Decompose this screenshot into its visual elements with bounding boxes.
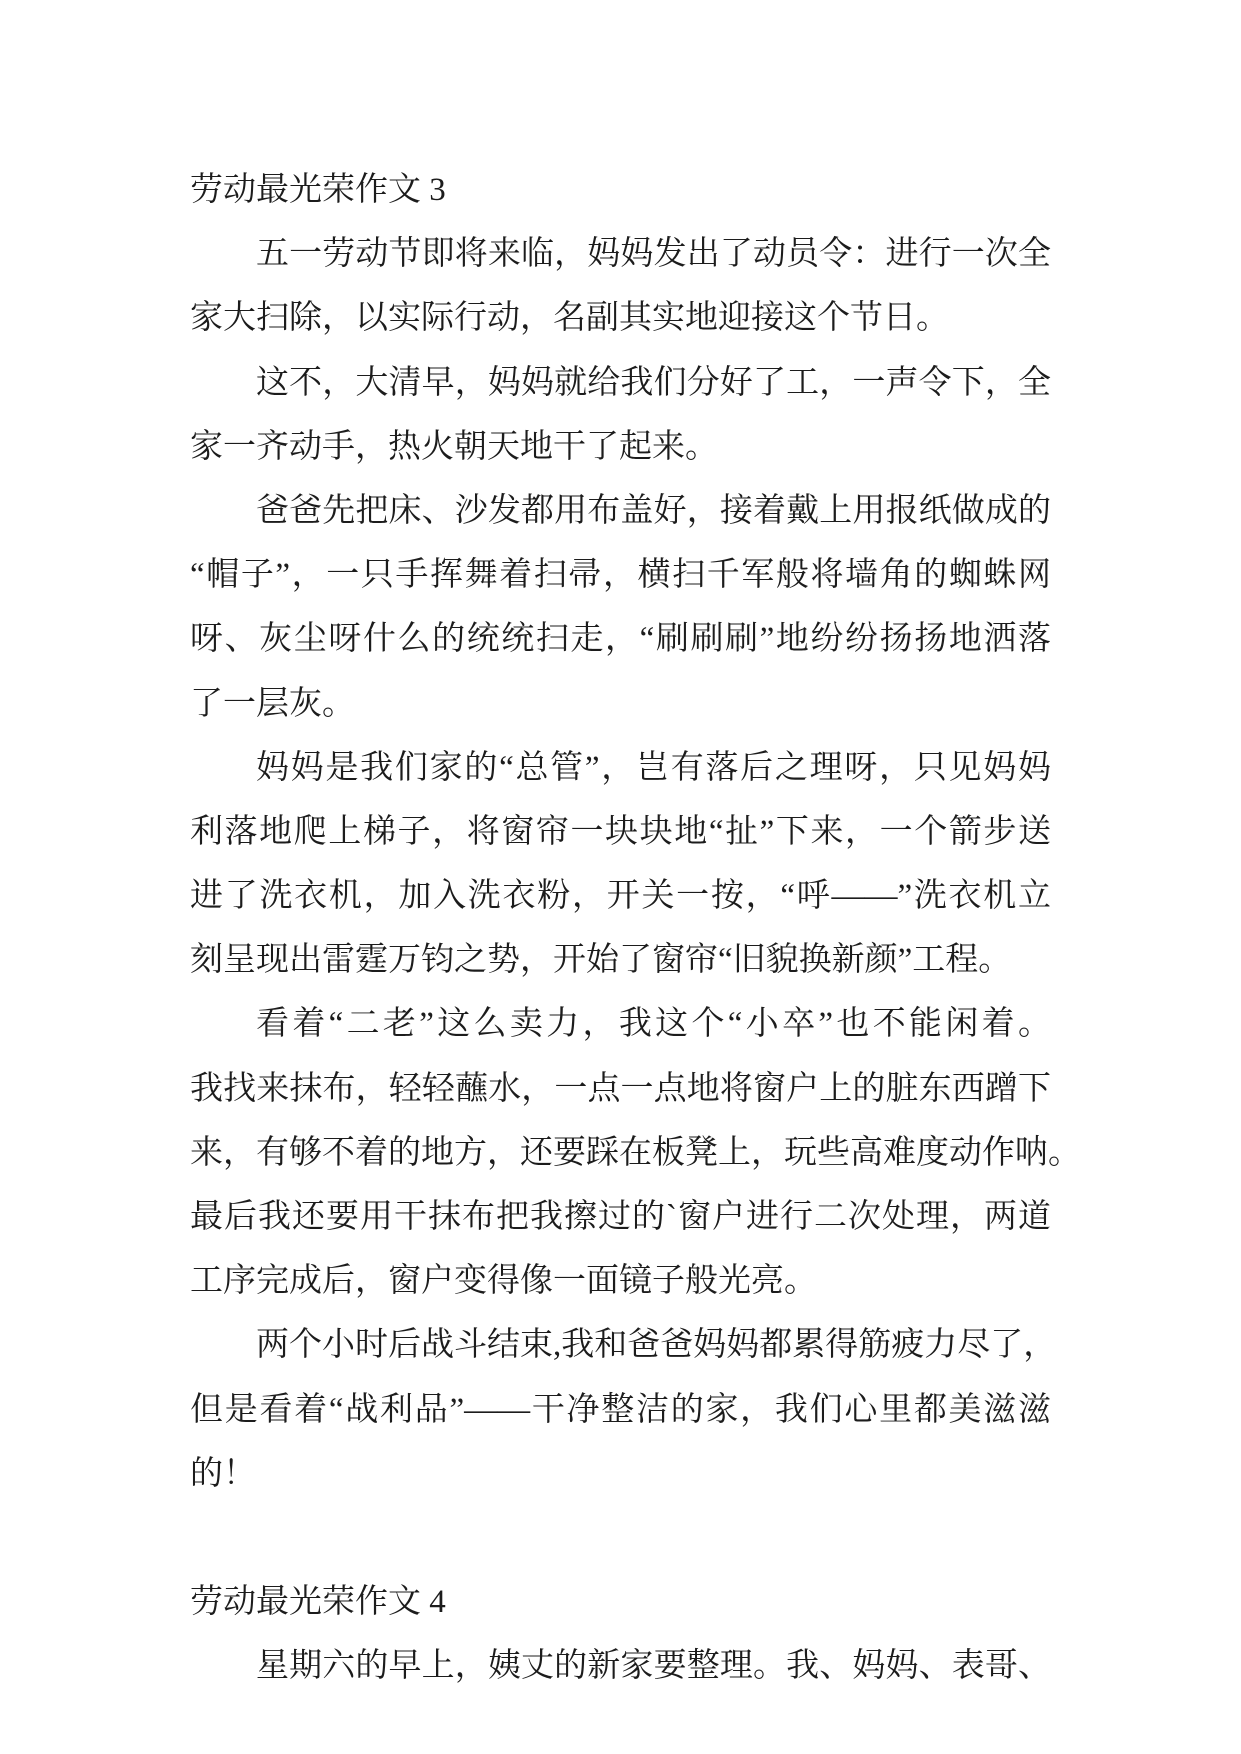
paragraph (190, 1313, 1241, 1506)
paragraph-line: 工序完成后，窗户变得像一面镜子般光亮。 (190, 1263, 817, 1300)
paragraph (190, 351, 1241, 479)
paragraph-line: 但是看着“战利品”——干净整洁的家，我们心里都美滋滋 (190, 1391, 1051, 1428)
paragraph-line: 星期六的早上，姨丈的新家要整理。我、妈妈、表哥、 (256, 1648, 1051, 1685)
paragraph-line: 看着“二老”这么卖力，我这个“小卒”也不能闲着。 (256, 1006, 1051, 1043)
essay (190, 1570, 1241, 1698)
paragraph-line: 妈妈是我们家的“总管”，岂有落后之理呀，只见妈妈 (256, 749, 1051, 786)
essay-title: 劳动最光荣作文 4 (190, 1584, 446, 1621)
paragraph-line: 呀、灰尘呀什么的统统扫走，“刷刷刷”地纷纷扬扬地洒落 (190, 621, 1051, 658)
essay-title: 劳动最光荣作文 3 (190, 172, 446, 208)
paragraph (190, 1634, 1241, 1698)
paragraph-line: 两个小时后战斗结束,我和爸爸妈妈都累得筋疲力尽了， (256, 1327, 1057, 1364)
paragraph-line: 爸爸先把床、沙发都用布盖好，接着戴上用报纸做成的 (256, 492, 1051, 529)
paragraph-line: 家一齐动手，热火朝天地干了起来。 (190, 428, 718, 465)
paragraph-line: 来，有够不着的地方，还要踩在板凳上，玩些高难度动作呐。 (190, 1134, 1081, 1171)
paragraph-line: 进了洗衣机，加入洗衣粉，开关一按，“呼——”洗衣机立 (190, 878, 1051, 915)
paragraph-line: 刻呈现出雷霆万钧之势，开始了窗帘“旧貌换新颜”工程。 (190, 942, 1012, 979)
paragraph-line: 五一劳动节即将来临，妈妈发出了动员令：进行一次全 (256, 236, 1051, 273)
paragraph-line: 的！ (190, 1455, 256, 1492)
paragraph-line: 家大扫除，以实际行动，名副其实地迎接这个节日。 (190, 300, 949, 337)
paragraph-line: 最后我还要用干抹布把我擦过的`窗户进行二次处理，两道 (190, 1199, 1051, 1235)
paragraph-line: 了一层灰。 (190, 685, 355, 722)
paragraph-line: 我找来抹布，轻轻蘸水，一点一点地将窗户上的脏东西蹭下 (190, 1070, 1051, 1107)
paragraph (190, 479, 1241, 736)
paragraph-line: 这不，大清早，妈妈就给我们分好了工，一声令下，全 (256, 364, 1051, 401)
paragraph (190, 992, 1241, 1313)
section-spacer (190, 1506, 1241, 1570)
essay (190, 158, 1241, 1506)
paragraph-line: “帽子”，一只手挥舞着扫帚，横扫千军般将墙角的蜘蛛网 (190, 557, 1051, 594)
paragraph (190, 736, 1241, 993)
paragraph (190, 222, 1241, 350)
paragraph-line: 利落地爬上梯子，将窗帘一块块地“扯”下来，一个箭步送 (190, 813, 1051, 850)
